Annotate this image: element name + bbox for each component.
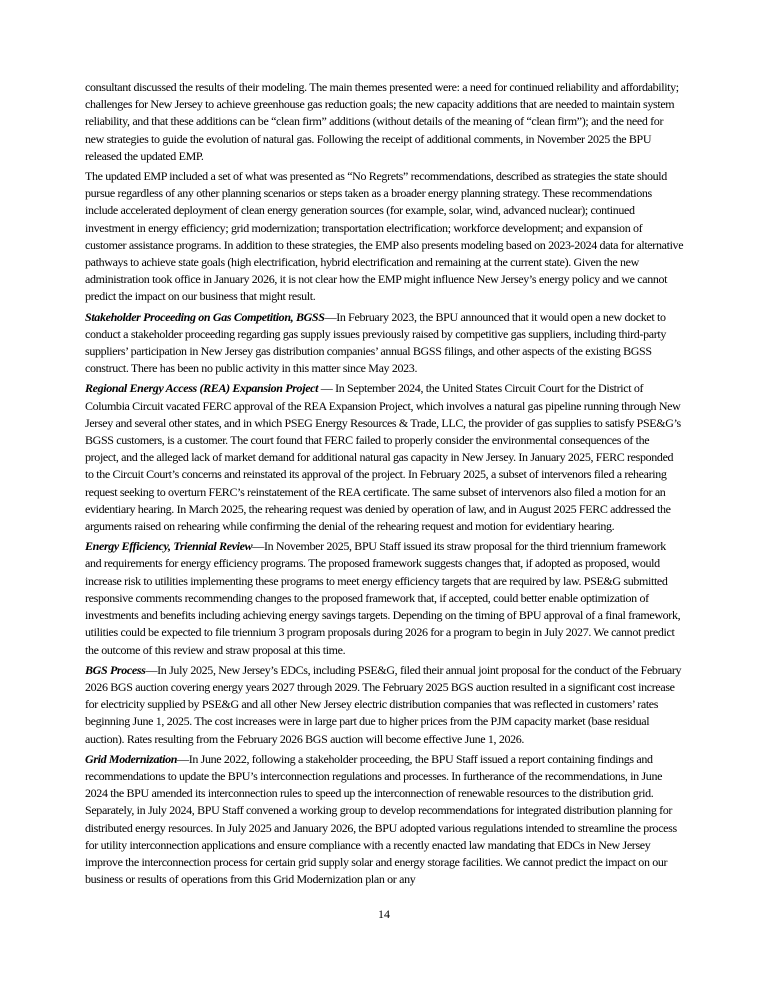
paragraph-lead-heading: BGS Process: [85, 662, 146, 677]
paragraph-text: —In February 2023, the BPU announced that it would open a new docket to conduct a stakeholder proceeding regarding gas supply issues previously raised by competitive gas suppliers, including third-party suppliers’ participation in New Jersey gas distribution companies’ annual BGSS filings, and other aspects of the existing BGSS construct. There has been no public activity in this matter since May 2023.: [85, 309, 667, 376]
paragraph-text: consultant discussed the results of their modeling. The main themes presented were: a need for continued reliability and affordability; challenges for New Jersey to achieve greenhouse gas reduction goals; the new capacity additions that are needed to maintain system reliability, and that these additions can be “clean firm” additions (without details of the meaning of “clean firm”); and the need for new strategies to guide the evolution of natural gas. Following the receipt of additional comments, in November 2025 the BPU released the updated EMP.: [85, 80, 679, 163]
paragraph-bgs-process: [85, 662, 684, 748]
paragraph-rea-expansion-project: [85, 380, 684, 535]
paragraph-text: —In June 2022, following a stakeholder proceeding, the BPU Staff issued a report containing findings and recommendations to update the BPU’s interconnection regulations and processes. In furtherance of the recommendations, in June 2024 the BPU amended its interconnection rules to speed up the interconnection of renewable resources to the distribution grid. Separately, in July 2024, BPU Staff convened a working group to develop recommendations for integrated distribution planning for distributed energy resources. In July 2025 and January 2026, the BPU adopted various regulations intended to streamline the process for utility interconnection applications and ensure compliance with a recently enacted law mandating that EDCs in New Jersey improve the interconnection process for certain grid supply solar and energy storage facilities. We cannot predict the impact on our business or results of operations from this Grid Modernization plan or any: [85, 751, 677, 887]
paragraph-text: —In July 2025, New Jersey’s EDCs, including PSE&G, filed their annual joint proposal for the conduct of the February 2026 BGS auction covering energy years 2027 through 2029. The February 2025 BGS auction resulted in a significant cost increase for electricity supplied by PSE&G and all other New Jersey electric distribution companies that was reflected in customers’ rates beginning June 1, 2025. The cost increases were in large part due to higher prices from the PJM capacity market (base residual auction). Rates resulting from the February 2026 BGS auction will become effective June 1, 2026.: [85, 662, 682, 746]
paragraph-text: —In November 2025, BPU Staff issued its straw proposal for the third triennium framework and requirements for energy efficiency programs. The proposed framework suggests changes that, if adopted as proposed, would increase risk to utilities implementing these programs to meet energy efficiency targets that are required by law. PSE&G submitted responsive comments recommending changes to the proposed framework that, if accepted, could better enable optimization of investments and benefits including achieving energy savings targets. Depending on the timing of BPU approval of a final framework, utilities could be expected to file triennium 3 program proposals during 2026 for a program to begin in July 2027. We cannot predict the outcome of this review and straw proposal at this time.: [85, 539, 681, 657]
paragraph-text: — In September 2024, the United States Circuit Court for the District of Columbia Circuit vacated FERC approval of the REA Expansion Project, which involves a natural gas pipeline running through New Jersey and several other states, and in which PSEG Energy Resources & Trade, LLC, the provider of gas supplies to satisfy PSE&G’s BGSS customers, is a customer. The court found that FERC failed to properly consider the environmental consequences of the project, and the alleged lack of market demand for additional natural gas capacity in New Jersey. In January 2025, FERC responded to the Circuit Court’s concerns and reinstated its approval of the project. In February 2025, a subset of intervenors filed a rehearing request seeking to overturn FERC’s reinstatement of the REA certificate. The same subset of intervenors also filed a motion for an evidentiary hearing. In March 2025, the rehearing request was denied by operation of law, and in August 2025 FERC addressed the arguments raised on rehearing while confirming the denial of the rehearing request and motion for evidentiary hearing.: [85, 381, 681, 534]
paragraph-energy-efficiency-triennial-review: [85, 538, 684, 658]
paragraph-lead-heading: Grid Modernization: [85, 751, 178, 766]
paragraph-text: The updated EMP included a set of what was presented as “No Regrets” recommendations, described as strategies the state should pursue regardless of any other planning scenarios or steps taken as a broader energy planning strategy. These recommendations include accelerated deployment of clean energy generation sources (for example, solar, wind, advanced nuclear); continued investment in energy efficiency; grid modernization; transportation electrification; workforce development; and expansion of customer assistance programs. In addition to these strategies, the EMP also presents modeling based on 2023-2024 data for alternative pathways to achieve state goals (high electrification, hybrid electrification and remaining at the current state). Given the new administration took office in January 2026, it is not clear how the EMP might influence New Jersey’s energy policy and we cannot predict the impact on our business that might result.: [85, 169, 684, 304]
paragraph-lead-heading: Energy Efficiency, Triennial Review: [85, 539, 253, 554]
paragraph-grid-modernization: [85, 751, 684, 889]
paragraph-emp-consultant-modeling: [85, 79, 684, 165]
paragraph-emp-no-regrets: [85, 168, 684, 306]
page-number: 14: [378, 907, 390, 921]
paragraph-stakeholder-proceeding-bgss: [85, 309, 684, 378]
paragraph-lead-heading: Regional Energy Access (REA) Expansion Project: [85, 381, 319, 396]
paragraph-lead-heading: Stakeholder Proceeding on Gas Competition, BGSS: [85, 309, 325, 324]
main-text: [85, 79, 684, 891]
